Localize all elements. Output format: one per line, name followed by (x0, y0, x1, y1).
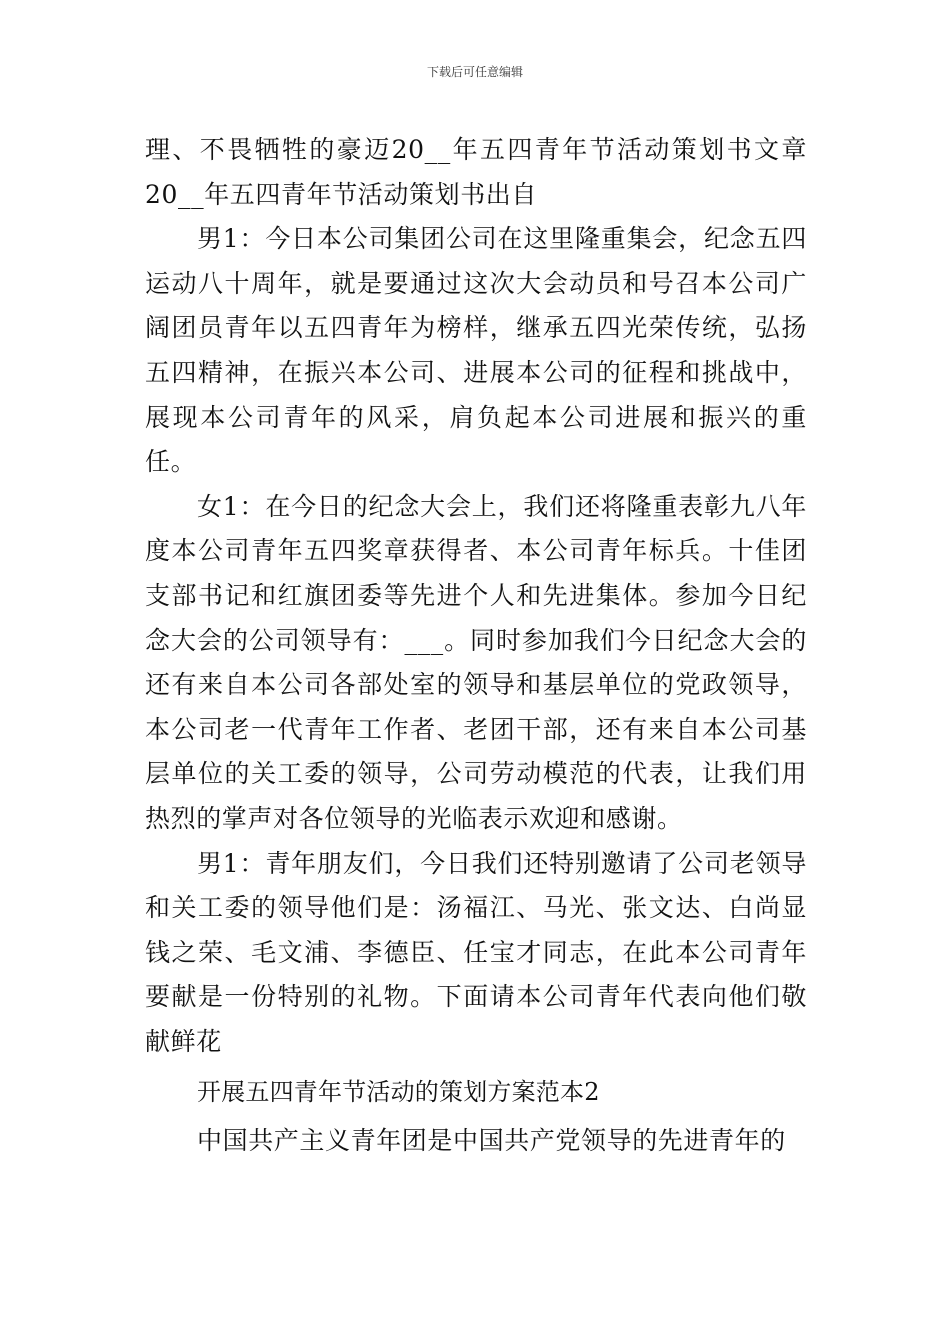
paragraph-male-speaker-2: 男1：青年朋友们，今日我们还特别邀请了公司老领导和关工委的领导他们是：汤福江、马光、张文达、白尚显钱之荣、毛文浦、李德臣、任宝才同志，在此本公司青年要献是一份特别的礼物。下面请本公司青年代表向他们敬献鲜花 (145, 848, 807, 1056)
section-heading: 开展五四青年节活动的策划方案范本2 (197, 1078, 600, 1107)
paragraph-male-speaker-1: 男1：今日本公司集团公司在这里隆重集会，纪念五四运动八十周年，就是要通过这次大会动员和号召本公司广阔团员青年以五四青年为榜样，继承五四光荣传统，弘扬五四精神，在振兴本公司、进展本公司的征程和挑战中，展现本公司青年的风采，肩负起本公司进展和振兴的重任。 (145, 224, 807, 477)
paragraph-female-speaker-1: 女1：在今日的纪念大会上，我们还将隆重表彰九八年度本公司青年五四奖章获得者、本公司青年标兵。十佳团支部书记和红旗团委等先进个人和先进集体。参加今日纪念大会的公司领导有：___。同时参加我们今日纪念大会的还有来自本公司各部处室的领导和基层单位的党政领导，本公司老一代青年工作者、老团干部，还有来自本公司基层单位的关工委的领导，公司劳动模范的代表，让我们用热烈的掌声对各位领导的光临表示欢迎和感谢。 (145, 491, 807, 833)
document-body (145, 128, 807, 1164)
page-header: 下载后可任意编辑 (426, 65, 523, 79)
paragraph-intro: 中国共产主义青年团是中国共产党领导的先进青年的 (197, 1126, 786, 1156)
paragraph-continuation: 理、不畏牺牲的豪迈20__年五四青年节活动策划书文章20__年五四青年节活动策划书出自 (145, 135, 807, 209)
